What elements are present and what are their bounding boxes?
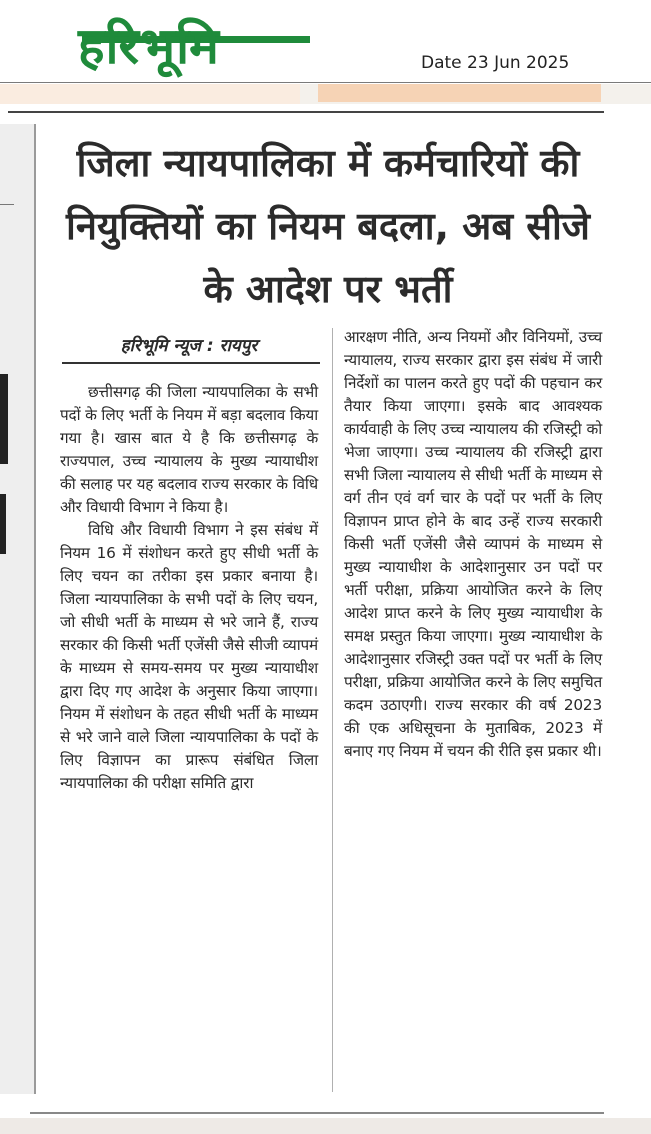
bottom-rule: [30, 1112, 604, 1114]
column-divider: [332, 328, 333, 1092]
paragraph: विधि और विधायी विभाग ने इस संबंध में नियम 16 में संशोधन करते हुए सीधी भर्ती के लिए चयन का तरीका इस प्रकार बनाया है। जिला न्यायपालिका के सभी पदों के लिए चयन, जो सीधी भर्ती के माध्यम से भरे जाने हैं, राज्य सरकार की किसी भर्ती एजेंसी जैसे सीजी व्यापमं के माध्यम से समय-समय पर मुख्य न्यायाधीश द्वारा दिए गए आदेश के अनुसार किया जाएगा। नियम में संशोधन के तहत सीधी भर्ती के माध्यम से भरे जाने वाले जिला न्यायपालिका के पदों के लिए विज्ञापन का प्रारूप संबंधित जिला न्यायपालिका की परीक्षा समिति द्वारा: [60, 521, 318, 792]
newspaper-logo: हरिभूमि: [78, 17, 220, 75]
section-rule: [8, 111, 604, 113]
paragraph: छत्तीसगढ़ की जिला न्यायपालिका के सभी पदों के लिए भर्ती के नियम में बड़ा बदलाव किया गया है। खास बात ये है कि छत्तीसगढ़ के राज्यपाल, उच्च न्यायालय के मुख्य न्यायाधीश की सलाह पर यह बदलाव राज्य सरकार के विधि और विधायी विभाग ने किया है।: [60, 383, 318, 516]
edge-tick: [0, 204, 14, 205]
article-column-2: [344, 326, 602, 763]
edge-glyph: [0, 494, 6, 554]
article-headline: जिला न्यायपालिका में कर्मचारियों की नियुक्तियों का नियम बदला, अब सीजे के आदेश पर भर्ती: [66, 141, 590, 311]
masthead: [0, 0, 651, 84]
edge-glyph: [0, 374, 8, 464]
byline-rule: [62, 362, 320, 364]
top-strip-right: [318, 84, 601, 102]
clipping-date: Date 23 Jun 2025: [421, 53, 570, 73]
bottom-strip: [0, 1118, 651, 1134]
adjacent-article-edge: [0, 124, 36, 1094]
top-strip-left: [0, 84, 300, 104]
paragraph: आरक्षण नीति, अन्य नियमों और विनियमों, उच्च न्यायालय, राज्य सरकार द्वारा इस संबंध में जारी निर्देशों का पालन करते हुए पदों की पहचान कर तैयार किया जाएगा। इसके बाद आवश्यक कार्यवाही के लिए उच्च न्यायालय की रजिस्ट्री को भेजा जाएगा। उच्च न्यायालय की रजिस्ट्री द्वारा सभी जिला न्यायालय से सीधी भर्ती के माध्यम से वर्ग तीन एवं वर्ग चार के पदों पर भर्ती के लिए विज्ञापन प्राप्त होने के बाद उन्हें राज्य सरकारी किसी भर्ती एजेंसी जैसे व्यापमं के माध्यम से मुख्य न्यायाधीश के आदेशानुसार उन पदों पर भर्ती परीक्षा, प्रक्रिया आयोजित करने के लिए आदेश प्राप्त करने के लिए मुख्य न्यायाधीश के समक्ष प्रस्तुत किया जाएगा। मुख्य न्यायाधीश के आदेशानुसार रजिस्ट्री उक्त पदों पर भर्ती के लिए परीक्षा, प्रक्रिया आयोजित करने के लिए समुचित कदम उठाएगी। राज्य सरकार की वर्ष 2023 की एक अधिसूचना के मुताबिक, 2023 में बनाए गए नियम में चयन की रीति इस प्रकार थी।: [344, 328, 602, 760]
article-column-1: [60, 381, 318, 795]
article-byline: हरिभूमि न्यूज : रायपुर: [120, 336, 258, 356]
masthead-rule: [0, 82, 651, 83]
